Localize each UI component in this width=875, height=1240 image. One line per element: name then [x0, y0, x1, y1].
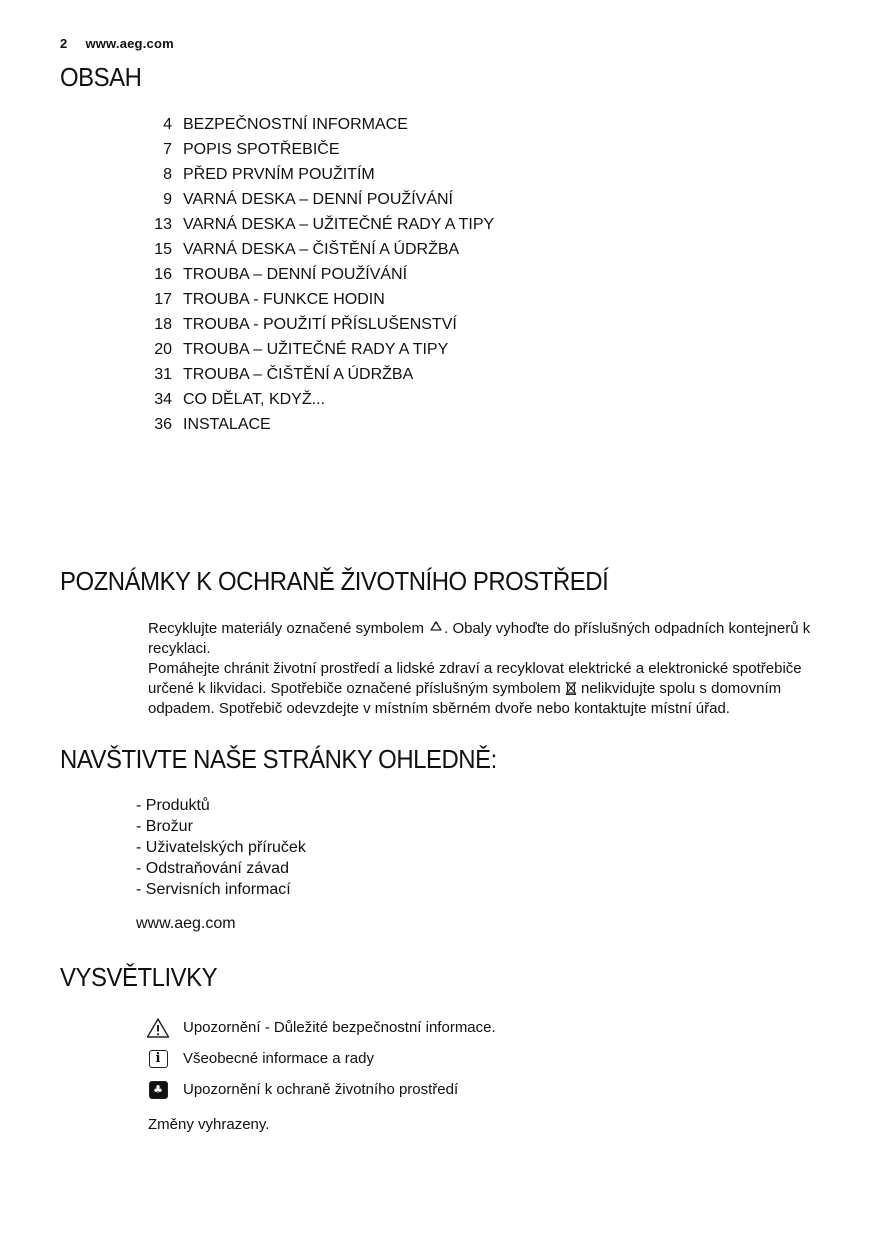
environment-p1-start: Recyklujte materiály označené symbolem	[148, 620, 424, 637]
legend-text: Všeobecné informace a rady	[183, 1050, 374, 1067]
environment-text	[148, 619, 818, 719]
legend-item	[146, 1012, 496, 1043]
environment-p2-end: nelikvidujte spolu s domovním odpadem. Spotřebič odevzdejte v místním sběrném dvoře nebo kontaktujte místní úřad.	[148, 680, 782, 717]
toc-page: 15	[154, 241, 172, 258]
toc-page: 17	[154, 291, 172, 308]
eco-icon: ♣	[149, 1081, 168, 1099]
toc-page: 16	[154, 266, 172, 283]
visit-title: NAVŠTIVTE NAŠE STRÁNKY OHLEDNĚ:	[60, 744, 497, 774]
toc-label: TROUBA – DENNÍ POUŽÍVÁNÍ	[183, 266, 408, 283]
toc-item[interactable]	[140, 287, 494, 312]
legend-text: Upozornění - Důležité bezpečnostní informace.	[183, 1019, 496, 1036]
toc-page: 9	[163, 191, 172, 208]
list-item: - Odstraňování závad	[136, 860, 289, 877]
list-item: - Uživatelských příruček	[136, 839, 306, 856]
toc-label: POPIS SPOTŘEBIČE	[183, 141, 340, 158]
toc-page: 4	[163, 116, 172, 133]
website-link[interactable]: www.aeg.com	[136, 915, 236, 932]
toc-item[interactable]	[140, 137, 494, 162]
toc-label: TROUBA - POUŽITÍ PŘÍSLUŠENSTVÍ	[183, 316, 457, 333]
toc-label: PŘED PRVNÍM POUŽITÍM	[183, 166, 375, 183]
toc-page: 31	[154, 366, 172, 383]
toc-label: TROUBA – ČIŠTĚNÍ A ÚDRŽBA	[183, 366, 414, 383]
environment-p2-start: Pomáhejte chránit životní prostředí a lidské zdraví a recyklovat elektrické a elektronické spotřebiče určené k likvidaci. Spotřebiče označené příslušným symbolem	[148, 660, 802, 697]
toc-page: 36	[154, 416, 172, 433]
toc-item[interactable]	[140, 212, 494, 237]
environment-title: POZNÁMKY K OCHRANĚ ŽIVOTNÍHO PROSTŘEDÍ	[60, 566, 609, 596]
legend-item	[146, 1043, 496, 1074]
toc-label: TROUBA – UŽITEČNÉ RADY A TIPY	[183, 341, 449, 358]
list-item: - Produktů	[136, 797, 210, 814]
toc-label: CO DĚLAT, KDYŽ...	[183, 391, 325, 408]
toc-label: INSTALACE	[183, 416, 271, 433]
toc-item[interactable]	[140, 112, 494, 137]
legend-item	[146, 1074, 496, 1105]
legend-text: Upozornění k ochraně životního prostředí	[183, 1081, 459, 1098]
toc-title: OBSAH	[60, 62, 142, 92]
toc-item[interactable]	[140, 237, 494, 262]
environment-p1-end: . Obaly vyhoďte do příslušných odpadních kontejnerů k recyklaci.	[148, 620, 811, 657]
toc-label: VARNÁ DESKA – DENNÍ POUŽÍVÁNÍ	[183, 191, 453, 208]
page-number: 2	[60, 36, 68, 51]
toc-label: VARNÁ DESKA – UŽITEČNÉ RADY A TIPY	[183, 216, 495, 233]
toc-label: BEZPEČNOSTNÍ INFORMACE	[183, 116, 408, 133]
toc-label: VARNÁ DESKA – ČIŠTĚNÍ A ÚDRŽBA	[183, 241, 460, 258]
toc-item[interactable]	[140, 312, 494, 337]
toc-page: 34	[154, 391, 172, 408]
table-of-contents	[140, 112, 494, 437]
warning-triangle-icon	[146, 1017, 170, 1039]
info-icon: i	[149, 1050, 168, 1068]
visit-list	[136, 795, 306, 900]
list-item: - Servisních informací	[136, 881, 291, 898]
toc-item[interactable]	[140, 412, 494, 437]
toc-label: TROUBA - FUNKCE HODIN	[183, 291, 385, 308]
changes-note: Změny vyhrazeny.	[148, 1116, 270, 1133]
list-item: - Brožur	[136, 818, 193, 835]
toc-page: 13	[154, 216, 172, 233]
toc-item[interactable]	[140, 262, 494, 287]
toc-item[interactable]	[140, 387, 494, 412]
toc-page: 20	[154, 341, 172, 358]
toc-page: 7	[163, 141, 172, 158]
legend-title: VYSVĚTLIVKY	[60, 962, 218, 992]
page-header	[60, 36, 174, 51]
toc-item[interactable]	[140, 337, 494, 362]
toc-page: 18	[154, 316, 172, 333]
toc-item[interactable]	[140, 187, 494, 212]
recycle-icon	[428, 620, 444, 635]
header-site-link[interactable]: www.aeg.com	[85, 36, 174, 51]
legend-list	[146, 1012, 496, 1105]
toc-item[interactable]	[140, 162, 494, 187]
toc-item[interactable]	[140, 362, 494, 387]
toc-page: 8	[163, 166, 172, 183]
crossed-bin-icon	[565, 680, 577, 695]
